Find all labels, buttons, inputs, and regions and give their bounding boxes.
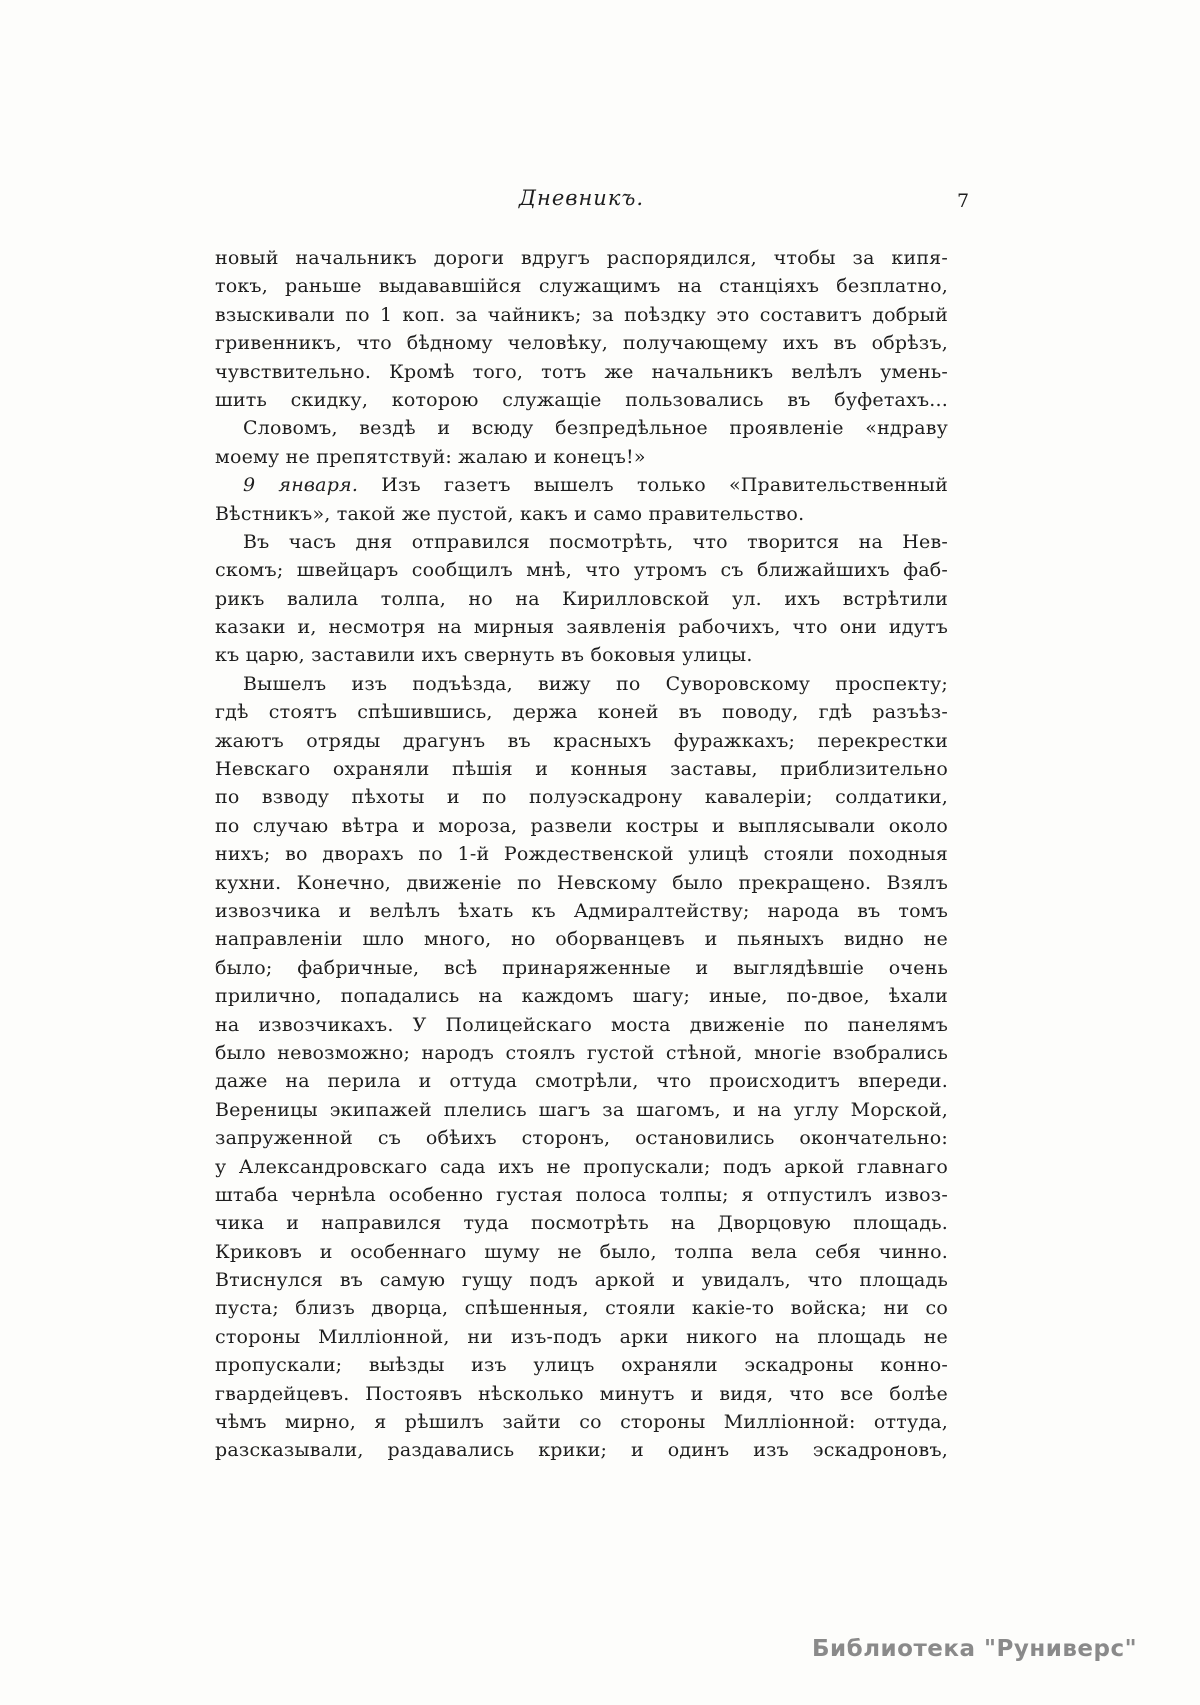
text-line: Вышелъ изъ подъѣзда, вижу по Суворовскому проспекту; (243, 672, 948, 695)
text-line: пропускали; выѣзды изъ улицъ охраняли эскадроны конно- (215, 1354, 948, 1377)
text-line: Невскаго охраняли пѣшія и конныя заставы, приблизительно (215, 758, 948, 781)
text-line: прилично, попадались на каждомъ шагу; иные, по-двое, ѣхали (215, 985, 948, 1008)
text-line: извозчика и велѣлъ ѣхать къ Адмиралтейству; народа въ томъ (215, 899, 948, 922)
text-line: было невозможно; народъ стоялъ густой стѣной, многіе взобрались (215, 1041, 948, 1064)
text-line: къ царю, заставили ихъ свернуть въ боковыя улицы. (215, 644, 753, 667)
text-line: чика и направился туда посмотрѣть на Дворцовую площадь. (215, 1212, 948, 1235)
text-line: Вѣстникъ», такой же пустой, какъ и само правительство. (215, 502, 805, 525)
text-line: на извозчикахъ. У Полицейскаго моста движеніе по панелямъ (215, 1013, 948, 1036)
body-text (215, 244, 948, 1465)
text-line: по случаю вѣтра и мороза, развели костры и выплясывали около (215, 814, 948, 837)
text-line: стороны Милліонной, ни изъ-подъ арки никого на площадь не (215, 1325, 948, 1348)
text-line: запруженной съ обѣихъ сторонъ, остановились окончательно: (215, 1127, 948, 1150)
text-line: моему не препятствуй: жалаю и конецъ!» (215, 445, 646, 468)
text-line: пуста; близъ дворца, спѣшенныя, стояли какіе-то войска; ни со (215, 1297, 948, 1320)
text-line: Въ часъ дня отправился посмотрѣть, что творится на Нев- (243, 530, 948, 553)
text-line: рикъ валила толпа, но на Кирилловской ул. ихъ встрѣтили (215, 587, 948, 610)
text-line: нихъ; во дворахъ по 1-й Рождественской улицѣ стояли походныя (215, 843, 948, 866)
text-line: Словомъ, вездѣ и всюду безпредѣльное проявленіе «ндраву (243, 417, 948, 440)
text-line: чувствительно. Кромѣ того, тотъ же начальникъ велѣлъ умень- (215, 360, 948, 383)
text-line: взыскивали по 1 коп. за чайникъ; за поѣздку это составитъ добрый (215, 303, 948, 326)
text-line: гвардейцевъ. Постоявъ нѣсколько минутъ и видя, что все болѣе (215, 1382, 948, 1405)
text-line: Втиснулся въ самую гущу подъ аркой и увидалъ, что площадь (215, 1269, 948, 1292)
text-line: кухни. Конечно, движеніе по Невскому было прекращено. Взялъ (215, 871, 948, 894)
watermark: Библиотека "Руниверс" (812, 1636, 1138, 1662)
running-title: Дневникъ. (518, 186, 645, 210)
text-line: жаютъ отряды драгунъ въ красныхъ фуражкахъ; перекрестки (215, 729, 948, 752)
text-line: токъ, раньше выдававшійся служащимъ на станціяхъ безплатно, (215, 275, 948, 298)
text-line: было; фабричные, всѣ принаряженные и выглядѣвшіе очень (215, 956, 948, 979)
text-line: Криковъ и особеннаго шуму не было, толпа вела себя чинно. (215, 1240, 948, 1263)
text-line: гдѣ стоятъ спѣшившись, держа коней въ поводу, гдѣ разъѣз- (215, 701, 948, 724)
text-line: 9 января. Изъ газетъ вышелъ только «Правительственный (243, 474, 948, 497)
text-line: гривенникъ, что бѣдному человѣку, получающему ихъ въ обрѣзъ, (215, 332, 948, 355)
text-line: у Александровскаго сада ихъ не пропускали; подъ аркой главнаго (215, 1155, 948, 1178)
text-line: чѣмъ мирно, я рѣшилъ зайти со стороны Милліонной: оттуда, (215, 1411, 948, 1434)
text-line: казаки и, несмотря на мирныя заявленія рабочихъ, что они идутъ (215, 616, 948, 639)
text-line: по взводу пѣхоты и по полуэскадрону кавалеріи; солдатики, (215, 786, 948, 809)
page-number: 7 (957, 190, 970, 212)
text-line: Вереницы экипажей плелись шагъ за шагомъ, и на углу Морской, (215, 1098, 948, 1121)
text-line: штаба чернѣла особенно густая полоса толпы; я отпустилъ извоз- (215, 1183, 948, 1206)
date-lead: 9 января. (243, 474, 359, 497)
text-line: новый начальникъ дороги вдругъ распорядился, чтобы за кипя- (215, 247, 948, 269)
text-line: даже на перила и оттуда смотрѣли, что происходитъ впереди. (215, 1070, 948, 1093)
text-line: разсказывали, раздавались крики; и одинъ изъ эскадроновъ, (215, 1439, 948, 1462)
text-line: скомъ; швейцаръ сообщилъ мнѣ, что утромъ съ ближайшихъ фаб- (215, 559, 948, 582)
text-line: шить скидку, которою служащіе пользовались въ буфетахъ... (215, 388, 948, 411)
text-line: направленіи шло много, но оборванцевъ и пьяныхъ видно не (215, 928, 948, 951)
